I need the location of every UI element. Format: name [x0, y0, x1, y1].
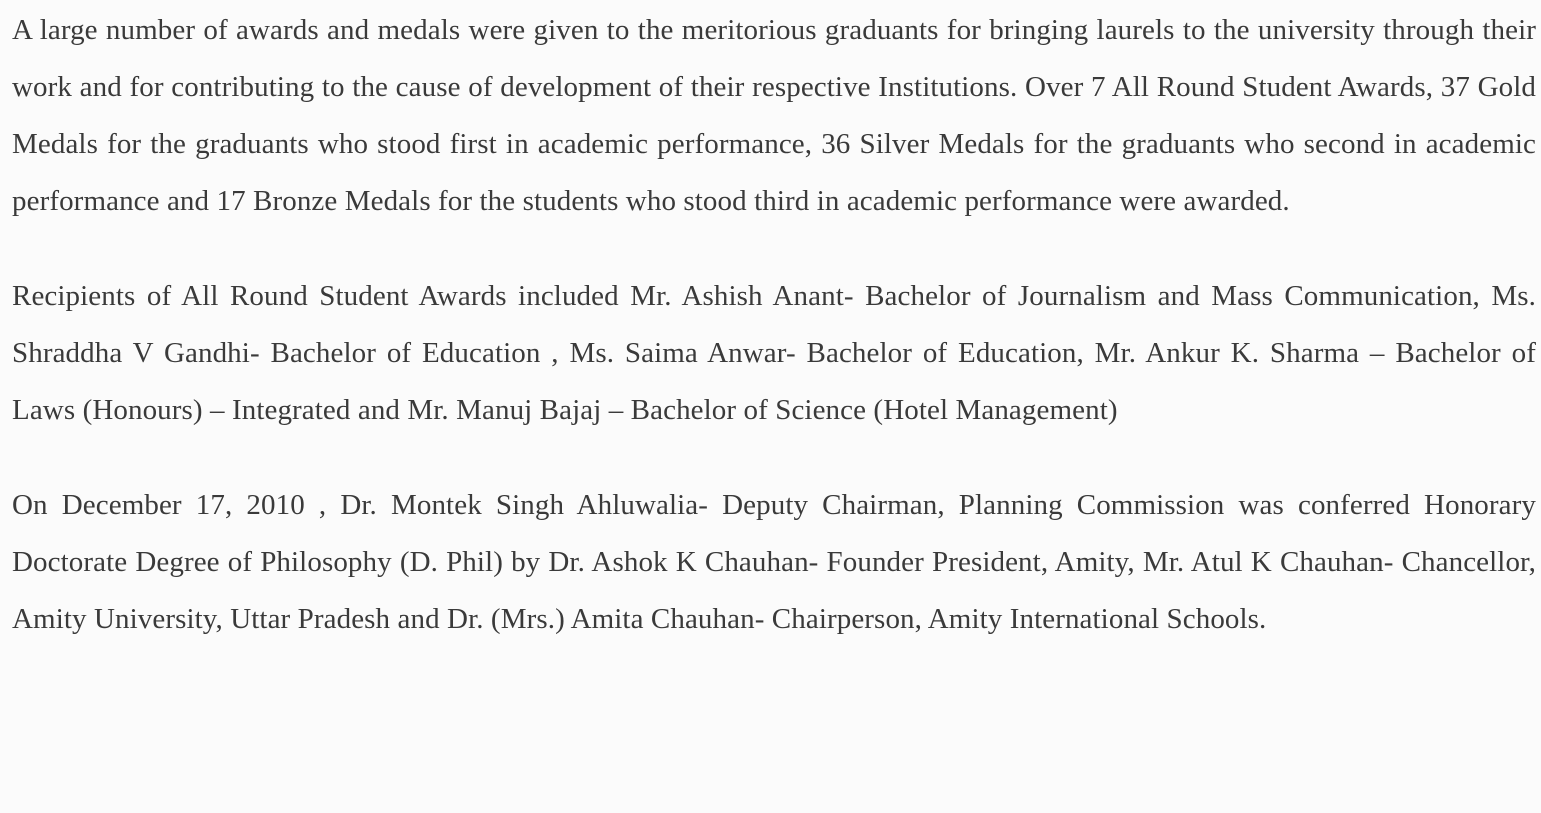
paragraph-honorary-doctorate: On December 17, 2010 , Dr. Montek Singh Ahluwalia- Deputy Chairman, Planning Commission was conferred Honorary Doctorate Degree of Philosophy (D. Phil) by Dr. Ashok K Chauhan- Founder President, Amity, Mr. Atul K Chauhan- Chancellor, Amity University, Uttar Pradesh and Dr. (Mrs.) Amita Chauhan- Chairperson, Amity International Schools.: [12, 489, 1536, 635]
paragraph-awards-overview: A large number of awards and medals were given to the meritorious graduants for bringing laurels to the university through their work and for contributing to the cause of development of their respective Institutions. Over 7 All Round Student Awards, 37 Gold Medals for the graduants who stood first in academic performance, 36 Silver Medals for the graduants who second in academic performance and 17 Bronze Medals for the students who stood third in academic performance were awarded.: [12, 14, 1536, 217]
document-page: [12, 0, 1536, 648]
paragraph-award-recipients: Recipients of All Round Student Awards included Mr. Ashish Anant- Bachelor of Journalism and Mass Communication, Ms. Shraddha V Gandhi- Bachelor of Education , Ms. Saima Anwar- Bachelor of Education, Mr. Ankur K. Sharma – Bachelor of Laws (Honours) – Integrated and Mr. Manuj Bajaj – Bachelor of Science (Hotel Management): [12, 280, 1536, 426]
